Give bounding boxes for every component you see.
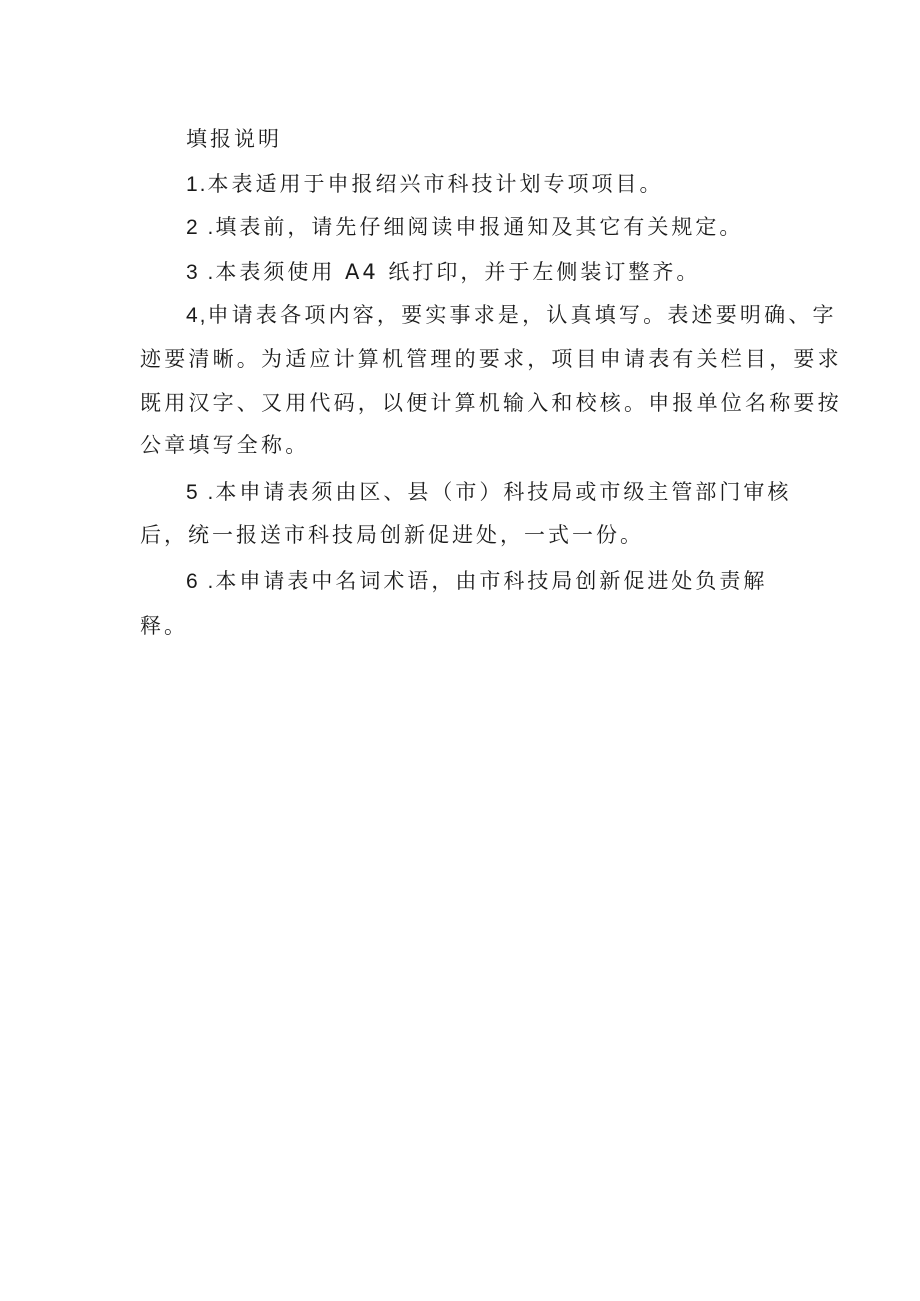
- item-text: 本表适用于申报绍兴市科技计划专项项目。: [207, 172, 664, 196]
- item-number: 4,: [186, 304, 208, 327]
- item-4-line-4: 公章填写全称。: [140, 433, 310, 457]
- item-number: 3 .: [186, 261, 216, 284]
- item-2: [186, 213, 743, 242]
- item-text: 填表前，请先仔细阅读申报通知及其它有关规定。: [215, 215, 744, 239]
- item-5: [186, 478, 791, 507]
- item-number: 1.: [186, 173, 208, 196]
- item-1: [186, 170, 664, 199]
- item-3: [186, 258, 700, 287]
- item-text: 申请表各项内容，要实事求是，认真填写。表述要明确、字: [207, 303, 837, 327]
- item-4-line-2: 迹要清晰。为适应计算机管理的要求，项目申请表有关栏目，要求: [140, 347, 842, 371]
- item-6: [186, 567, 767, 596]
- item-number: 6 .: [186, 570, 216, 593]
- item-4-line-3: 既用汉字、又用代码，以便计算机输入和校核。申报单位名称要按: [140, 391, 842, 415]
- item-text: 本表须使用 A4 纸打印，并于左侧装订整齐。: [215, 260, 701, 284]
- item-number: 5 .: [186, 481, 216, 504]
- instructions-heading: 填报说明: [186, 127, 282, 151]
- item-6-line-2: 释。: [140, 614, 188, 638]
- item-number: 2 .: [186, 216, 216, 239]
- item-text: 本申请表须由区、县（市）科技局或市级主管部门审核: [215, 480, 792, 504]
- item-5-line-2: 后，统一报送市科技局创新促进处，一式一份。: [140, 523, 644, 547]
- item-text: 本申请表中名词术语，由市科技局创新促进处负责解: [215, 569, 768, 593]
- item-4: [186, 301, 837, 330]
